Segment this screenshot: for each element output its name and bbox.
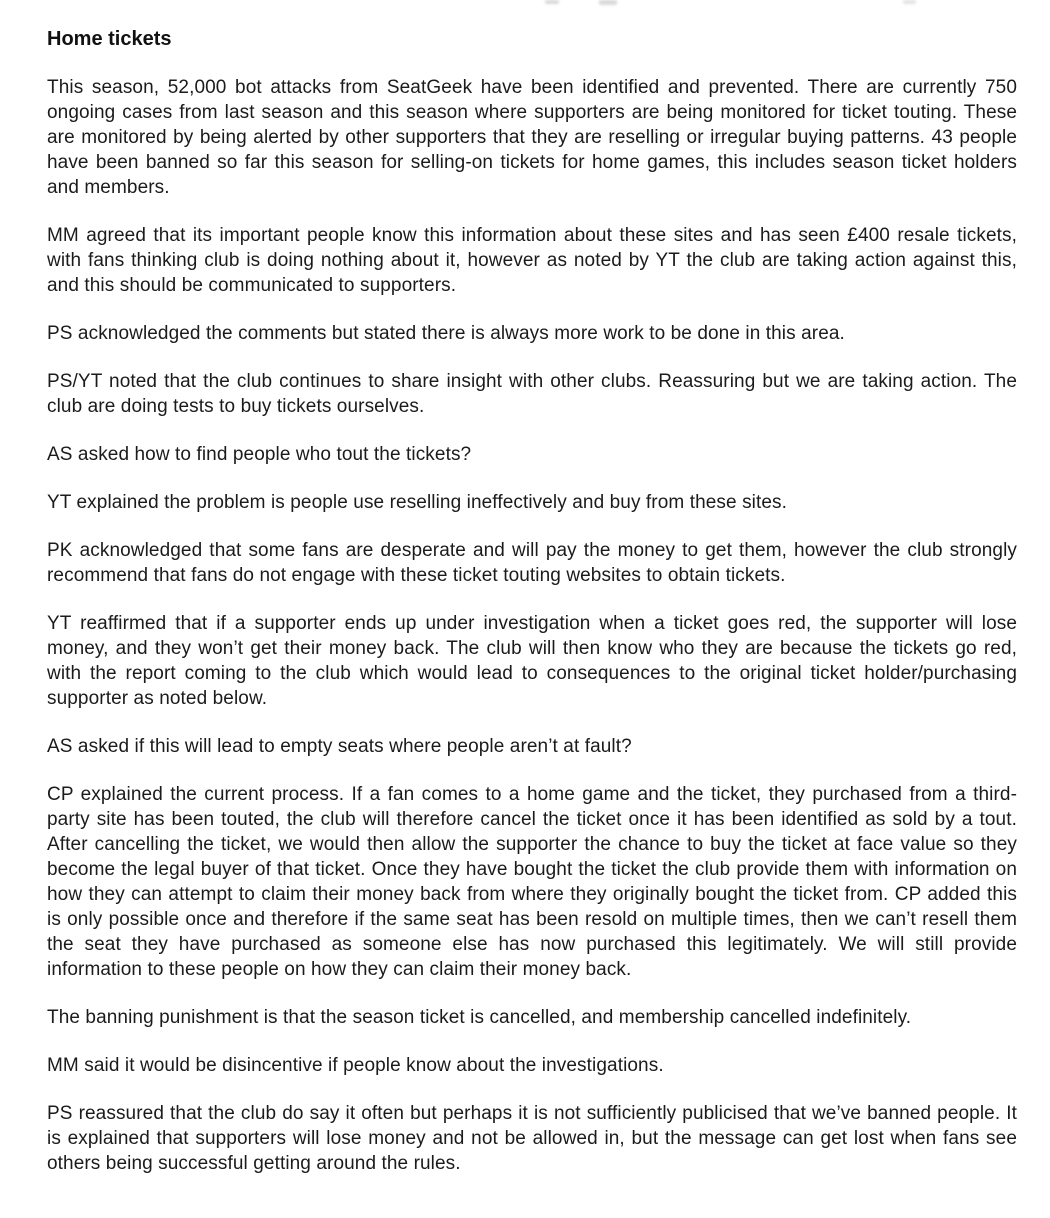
cropped-text-artifact xyxy=(545,0,559,4)
document-page xyxy=(47,27,1017,1176)
paragraph: MM said it would be disincentive if people know about the investigations. xyxy=(47,1055,664,1076)
paragraph: AS asked how to find people who tout the tickets? xyxy=(47,444,472,465)
paragraph: YT reaffirmed that if a supporter ends up under investigation when a ticket goes red, the supporter will lose money, and they won’t get their money back. The club will then know who they are because the tickets go red, with the report coming to the club which would lead to consequences to the original ticket holder/purchasing supporter as noted below. xyxy=(47,613,1017,709)
paragraph: MM agreed that its important people know this information about these sites and has seen £400 resale tickets, with fans thinking club is doing nothing about it, however as noted by YT the club are taking action against this, and this should be communicated to supporters. xyxy=(47,225,1017,296)
paragraph: This season, 52,000 bot attacks from SeatGeek have been identified and prevented. There are currently 750 ongoing cases from last season and this season where supporters are being monitored for ticket touting. These are monitored by being alerted by other supporters that they are reselling or irregular buying patterns. 43 people have been banned so far this season for selling-on tickets for home games, this includes season ticket holders and members. xyxy=(47,77,1017,198)
cropped-text-artifact xyxy=(903,0,916,4)
paragraph: YT explained the problem is people use reselling ineffectively and buy from these sites. xyxy=(47,492,788,513)
document-body xyxy=(47,75,1017,1176)
paragraph: PS acknowledged the comments but stated there is always more work to be done in this area. xyxy=(47,323,845,344)
paragraph: PS reassured that the club do say it often but perhaps it is not sufficiently publicised that we’ve banned people. It is explained that supporters will lose money and not be allowed in, but the message can get lost when fans see others being successful getting around the rules. xyxy=(47,1103,1017,1174)
paragraph: PS/YT noted that the club continues to share insight with other clubs. Reassuring but we are taking action. The club are doing tests to buy tickets ourselves. xyxy=(47,371,1017,417)
paragraph: CP explained the current process. If a fan comes to a home game and the ticket, they purchased from a third-party site has been touted, the club will therefore cancel the ticket once it has been identified as sold by a tout. After cancelling the ticket, we would then allow the supporter the chance to buy the ticket at face value so they become the legal buyer of that ticket. Once they have bought the ticket the club provide them with information on how they can attempt to claim their money back from where they originally bought the ticket from. CP added this is only possible once and therefore if the same seat has been resold on multiple times, then we can’t resell them the seat they have purchased as someone else has now purchased this legitimately. We will still provide information to these people on how they can claim their money back. xyxy=(47,784,1017,980)
paragraph: The banning punishment is that the season ticket is cancelled, and membership cancelled indefinitely. xyxy=(47,1007,912,1028)
paragraph: PK acknowledged that some fans are desperate and will pay the money to get them, however the club strongly recommend that fans do not engage with these ticket touting websites to obtain tickets. xyxy=(47,540,1017,586)
section-heading: Home tickets xyxy=(47,28,172,50)
cropped-text-artifact xyxy=(599,0,617,5)
paragraph: AS asked if this will lead to empty seats where people aren’t at fault? xyxy=(47,736,632,757)
